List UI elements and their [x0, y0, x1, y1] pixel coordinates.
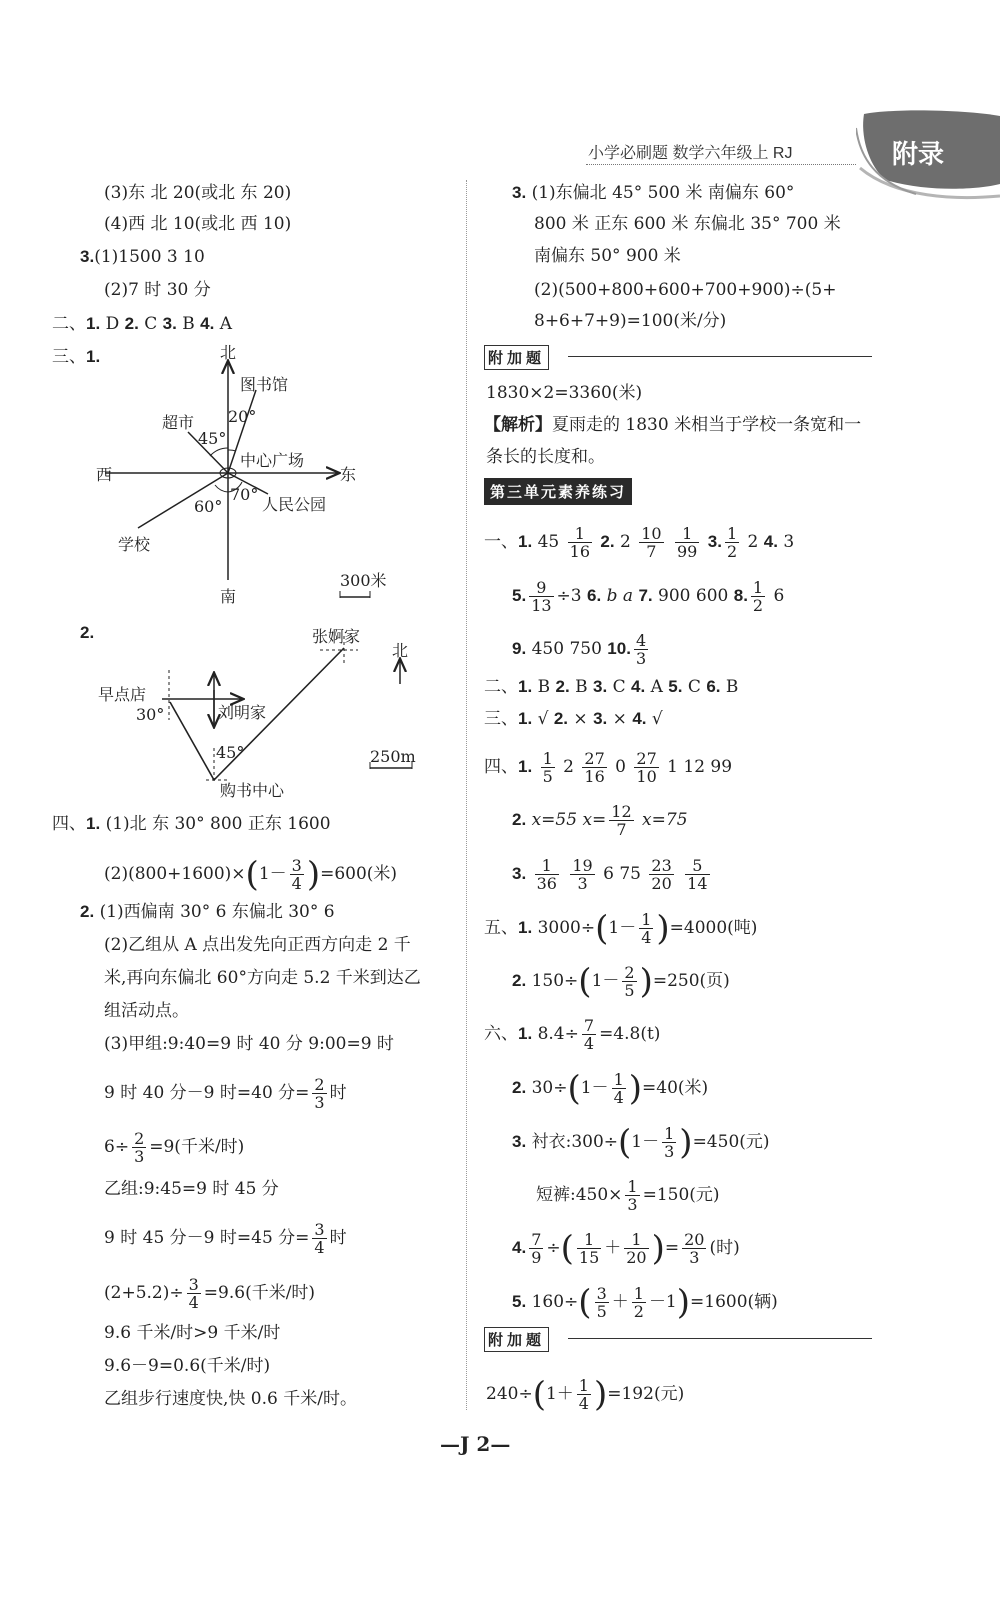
north-label-2: 北: [392, 641, 409, 660]
answer-line: 短裤:450× $\frac{1}{3}$ =150(元): [536, 1177, 720, 1214]
answer-line: 组活动点。: [104, 1001, 189, 1021]
extra-question-box: 附加题: [484, 345, 549, 370]
answer-line: 四、1. $\frac{1}{5}$ 2 $\frac{27}{16}$ 0 $\frac{27}{10}$ 1 12 99: [484, 749, 733, 786]
answer-line: 三、1. √ 2. × 3. × 4. √: [484, 709, 663, 729]
market-label: 超市: [162, 413, 195, 432]
direction-diagram-2: [90, 620, 460, 810]
answer-line: 3.(1)1500 3 10: [80, 247, 205, 267]
answer-line: (2)(500+800+600+700+900)÷(5+: [534, 280, 837, 300]
angle-30-label: 30°: [136, 705, 165, 724]
answer-line: 【解析】夏雨走的 1830 米相当于学校一条宽和一: [484, 415, 862, 435]
answer-line: 六、1. 8.4÷ $\frac{7}{4}$ =4.8(t): [484, 1016, 661, 1053]
answer-line: 5. $\frac{9}{13}$ ÷3 6. b a 7. 900 600 8. $\frac{1}{2}$ 6: [512, 578, 785, 615]
answer-line: 5. 160÷( $\frac{3}{5}$ ＋ $\frac{1}{2}$ －1)=1600(辆): [512, 1282, 778, 1323]
answer-line: 3. 衬衣:300÷(1－ $\frac{1}{3}$ )=450(元): [512, 1122, 770, 1163]
answer-line: 6÷ $\frac{2}{3}$ =9(千米/时): [104, 1129, 245, 1166]
answer-line: (2)7 时 30 分: [104, 280, 211, 300]
angle-70-label: 70°: [230, 485, 259, 504]
library-label: 图书馆: [240, 375, 289, 394]
scale-label: 300米: [340, 571, 387, 590]
header-title: 小学必刷题 数学六年级上 RJ: [588, 145, 793, 162]
answer-line: 4. $\frac{7}{9}$ ÷( $\frac{1}{15}$ ＋ $\frac{1}{20}$ )= $\frac{20}{3}$ (时): [512, 1228, 740, 1269]
answer-line: 3. $\frac{1}{36}$ $\frac{19}{3}$ 6 75 $\frac{23}{20}$ $\frac{5}{14}$: [512, 856, 708, 893]
answer-line: 一、1. 45 $\frac{1}{16}$ 2. 2 $\frac{10}{7}$ $\frac{1}{99}$ 3. $\frac{1}{2}$ 2 4. 3: [484, 524, 795, 561]
answer-line: 二、1. B 2. B 3. C 4. A 5. C 6. B: [484, 677, 739, 697]
answer-line: 2. 30÷(1－ $\frac{1}{4}$ )=40(米): [512, 1068, 709, 1109]
angle-45-label: 45°: [198, 429, 227, 448]
book-center-label: 购书中心: [220, 781, 285, 800]
shop-label: 早点店: [98, 685, 147, 704]
answer-line: 240÷(1＋ $\frac{1}{4}$ )=192(元): [486, 1374, 685, 1415]
answer-line: (3)东 北 20(或北 东 20): [104, 183, 292, 203]
answer-line: (3)甲组:9:40=9 时 40 分 9:00=9 时: [104, 1034, 394, 1054]
answer-line: (2+5.2)÷ $\frac{3}{4}$ =9.6(千米/时): [104, 1275, 316, 1312]
page-number: —J 2—: [440, 1432, 511, 1456]
west-label: 西: [96, 465, 113, 484]
angle-45-label-2: 45°: [216, 743, 245, 762]
south-label: 南: [220, 587, 237, 606]
answer-line: 2. (1)西偏南 30° 6 东偏北 30° 6: [80, 902, 335, 922]
answer-line: 1830×2=3360(米): [486, 383, 643, 403]
answer-line: 9 时 45 分－9 时=45 分= $\frac{3}{4}$ 时: [104, 1220, 347, 1257]
answer-line: 800 米 正东 600 米 东偏北 35° 700 米: [534, 214, 841, 234]
answer-line: 3. (1)东偏北 45° 500 米 南偏东 60°: [512, 183, 795, 203]
answer-line: 2. x=55 x= $\frac{12}{7}$ x=75: [512, 802, 688, 839]
answer-line: 9. 450 750 10. $\frac{4}{3}$: [512, 631, 647, 668]
north-label: 北: [220, 343, 237, 362]
answer-line: 乙组:9:45=9 时 45 分: [104, 1179, 279, 1199]
direction-diagram-1: [90, 340, 460, 610]
answer-line: 乙组步行速度快,快 0.6 千米/时。: [104, 1389, 357, 1409]
extra-rule: [568, 356, 872, 357]
answer-line: (2)乙组从 A 点出发先向正西方向走 2 千: [104, 935, 411, 955]
extra-question-box-2: 附加题: [484, 1327, 549, 1352]
answer-line: 2. 150÷(1－ $\frac{2}{5}$ )=250(页): [512, 961, 730, 1002]
answer-line: 米,再向东偏北 60°方向走 5.2 千米到达乙: [104, 968, 421, 988]
column-divider: [466, 180, 467, 1410]
scale-label-2: 250m: [370, 747, 416, 766]
answer-line: 南偏东 50° 900 米: [534, 246, 681, 266]
answer-line: 三、1.: [52, 347, 101, 367]
answer-line: 二、1. D 2. C 3. B 4. A: [52, 314, 233, 334]
east-label: 东: [340, 465, 357, 484]
answer-line: 五、1. 3000÷(1－ $\frac{1}{4}$ )=4000(吨): [484, 908, 758, 949]
answer-line: 四、1. (1)北 东 30° 800 正东 1600: [52, 814, 331, 834]
answer-line: 9.6 千米/时>9 千米/时: [104, 1323, 281, 1343]
zhang-home-label: 张婀家: [312, 627, 361, 646]
center-label: 中心广场: [240, 451, 305, 470]
unit3-heading: 第三单元素养练习: [484, 478, 632, 505]
park-label: 人民公园: [262, 495, 327, 514]
answer-line: 8+6+7+9)=100(米/分): [534, 311, 727, 331]
answer-line: (4)西 北 10(或北 西 10): [104, 214, 292, 234]
answer-line: 9.6－9=0.6(千米/时): [104, 1356, 271, 1376]
angle-20-label: 20°: [228, 407, 257, 426]
appendix-tab: [856, 108, 1000, 208]
answer-line: 9 时 40 分－9 时=40 分= $\frac{2}{3}$ 时: [104, 1075, 347, 1112]
answer-line: 条长的长度和。: [486, 447, 605, 467]
appendix-label: 附录: [892, 140, 945, 170]
angle-60-label: 60°: [194, 497, 223, 516]
answer-line: 2.: [80, 623, 95, 642]
liu-home-label: 刘明家: [218, 703, 267, 722]
school-label: 学校: [118, 535, 151, 554]
header-divider: [586, 164, 856, 165]
extra-rule-2: [568, 1338, 872, 1339]
answer-line: (2)(800+1600)×(1－ $\frac{3}{4}$ )=600(米): [104, 854, 398, 895]
